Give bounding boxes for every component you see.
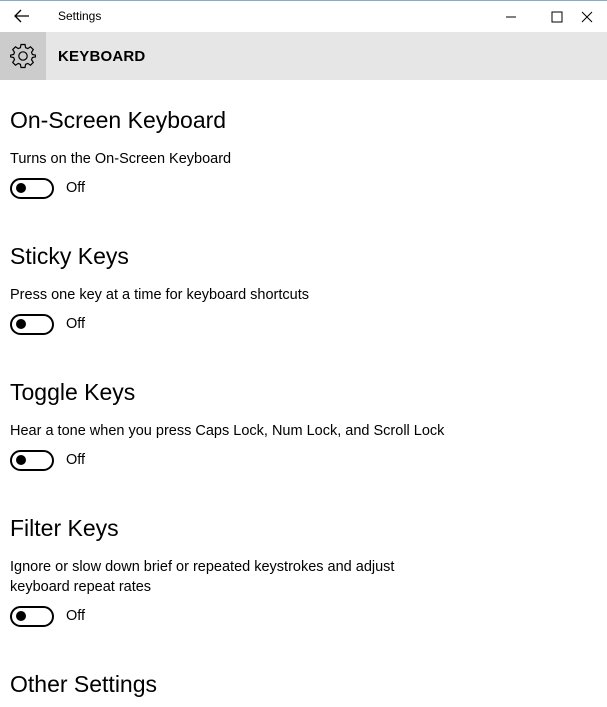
toggle-state: Off [66, 180, 86, 196]
page-title: KEYBOARD [58, 48, 146, 65]
gear-icon-box [0, 32, 46, 80]
section-other-settings [10, 670, 600, 698]
sticky-keys-toggle-row [10, 312, 600, 336]
section-heading: Toggle Keys [10, 379, 136, 405]
on-screen-keyboard-toggle[interactable] [10, 178, 54, 199]
minimize-icon [505, 11, 517, 23]
section-description-line-1: Ignore or slow down brief or repeated keystrokes and adjust [10, 559, 395, 575]
section-description-line-2: keyboard repeat rates [10, 579, 152, 595]
filter-keys-toggle-row [10, 604, 600, 628]
toggle-keys-toggle[interactable] [10, 450, 54, 471]
toggle-knob [16, 611, 26, 621]
section-heading: On-Screen Keyboard [10, 107, 227, 133]
section-toggle-keys [10, 378, 600, 472]
section-description: Hear a tone when you press Caps Lock, Num Lock, and Scroll Lock [10, 423, 445, 439]
section-filter-keys [10, 514, 600, 628]
section-description: Press one key at a time for keyboard shortcuts [10, 287, 309, 303]
back-button[interactable] [8, 4, 36, 28]
sticky-keys-toggle[interactable] [10, 314, 54, 335]
section-description: Turns on the On-Screen Keyboard [10, 151, 232, 167]
section-heading: Other Settings [10, 671, 158, 697]
page-header [0, 32, 607, 80]
toggle-state: Off [66, 452, 86, 468]
back-arrow-icon [14, 9, 30, 23]
close-icon [580, 11, 594, 23]
section-sticky-keys [10, 242, 600, 336]
toggle-knob [16, 319, 26, 329]
close-button[interactable] [580, 1, 607, 32]
maximize-icon [551, 11, 563, 23]
toggle-knob [16, 455, 26, 465]
toggle-knob [16, 183, 26, 193]
toggle-state: Off [66, 608, 86, 624]
minimize-button[interactable] [488, 1, 534, 32]
section-heading: Filter Keys [10, 515, 119, 541]
toggle-state: Off [66, 316, 86, 332]
filter-keys-toggle[interactable] [10, 606, 54, 627]
on-screen-keyboard-toggle-row [10, 176, 600, 200]
toggle-keys-toggle-row [10, 448, 600, 472]
gear-icon [10, 43, 36, 69]
title-bar [0, 0, 607, 32]
maximize-button[interactable] [534, 1, 580, 32]
window-title: Settings [58, 9, 102, 23]
section-heading: Sticky Keys [10, 243, 129, 269]
section-on-screen-keyboard [10, 106, 600, 200]
